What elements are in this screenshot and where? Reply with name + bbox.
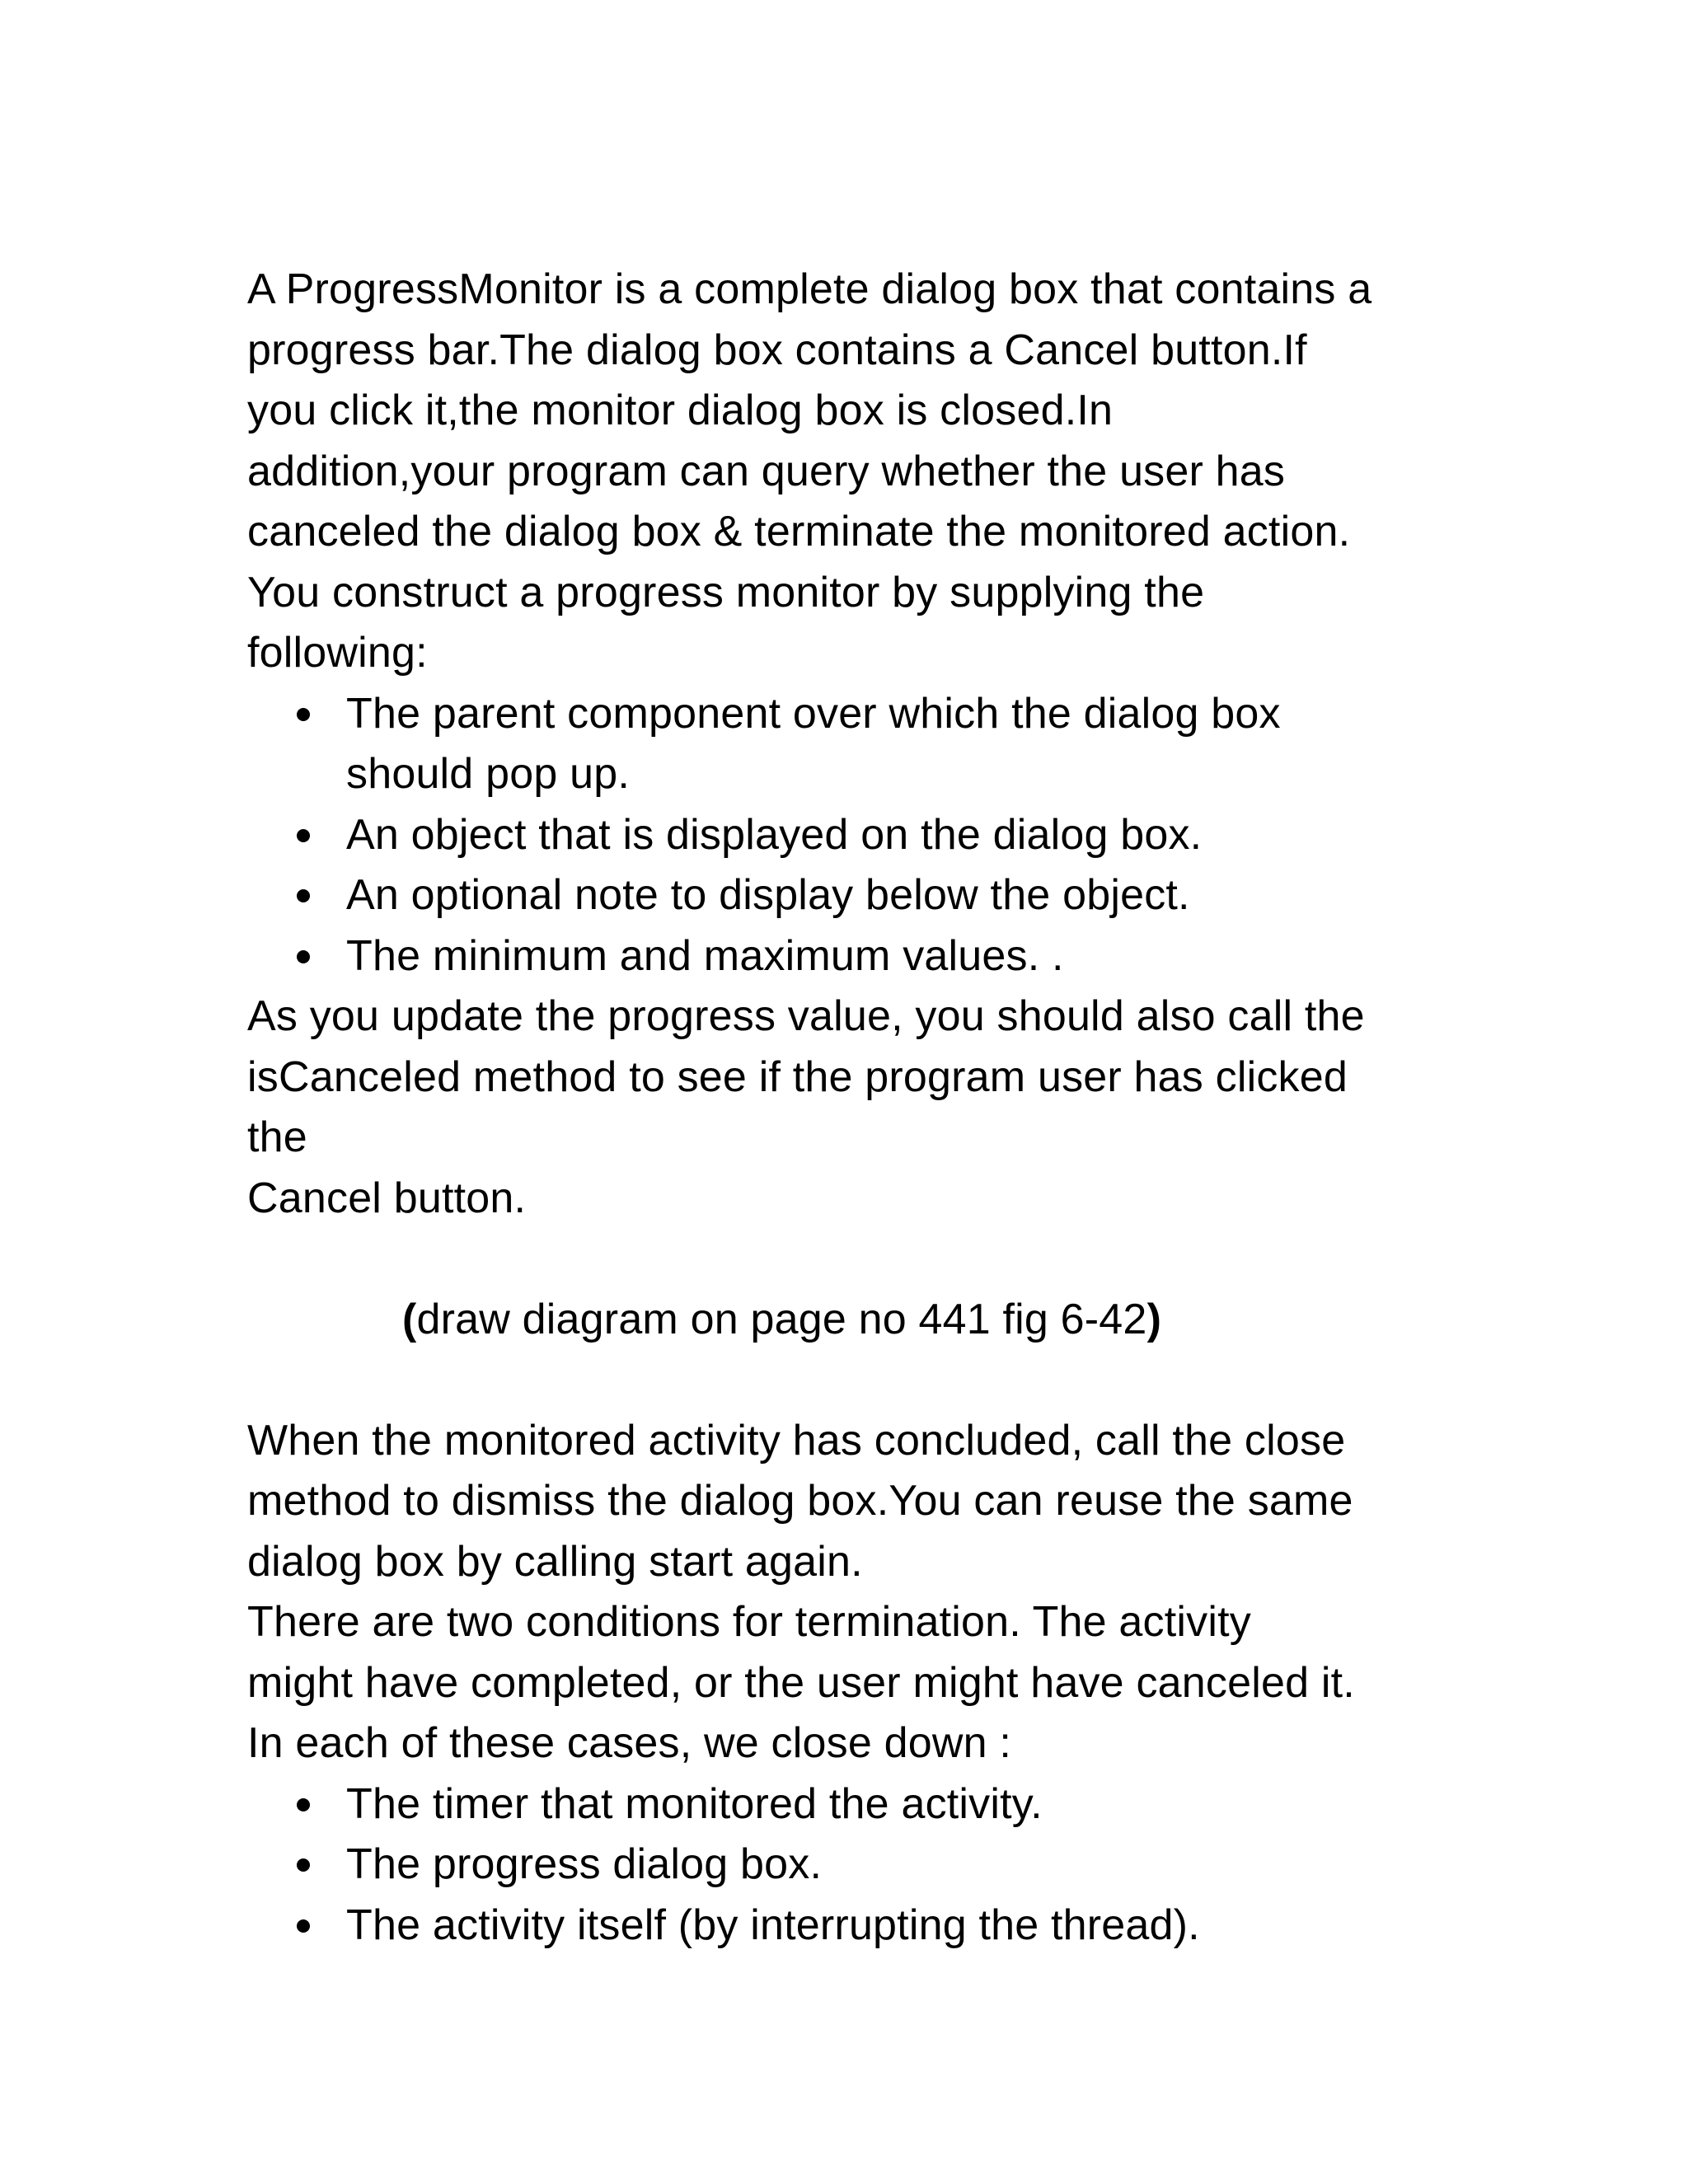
paragraph-intro [247, 260, 1451, 684]
text-line: following: [247, 629, 428, 677]
text-line: method to dismiss the dialog box.You can reuse the same [247, 1477, 1353, 1525]
constructor-args-list [247, 684, 1451, 987]
open-paren: ( [402, 1295, 417, 1343]
bullet-icon [297, 1858, 310, 1872]
close-paren: ) [1146, 1295, 1162, 1343]
text-line: When the monitored activity has concluded, call the close [247, 1416, 1346, 1465]
bullet-icon [297, 708, 310, 721]
document-body [247, 260, 1451, 1956]
text-line: dialog box by calling start again. [247, 1537, 863, 1586]
list-item-text: The parent component over which the dialog box [346, 689, 1281, 738]
list-item [247, 1774, 1451, 1835]
spacer [247, 1229, 1451, 1290]
bullet-icon [297, 829, 310, 842]
list-item [247, 805, 1451, 866]
list-item-text: The timer that monitored the activity. [346, 1779, 1043, 1828]
text-line: might have completed, or the user might have canceled it. [247, 1658, 1355, 1707]
paragraph-iscanceled [247, 987, 1451, 1229]
bullet-icon [297, 1798, 310, 1811]
spacer [247, 1350, 1451, 1411]
text-line: the [247, 1113, 307, 1161]
list-item [247, 1896, 1451, 1957]
text-line: In each of these cases, we close down : [247, 1719, 1011, 1767]
text-line: you click it,the monitor dialog box is closed.In [247, 387, 1114, 434]
text-line: addition,your program can query whether the user has [247, 447, 1286, 495]
text-line: As you update the progress value, you should also call the [247, 992, 1365, 1040]
list-item [247, 1835, 1451, 1896]
text-line: canceled the dialog box & terminate the monitored action. [247, 508, 1351, 555]
text-line: progress bar.The dialog box contains a Cancel button.If [247, 326, 1307, 374]
paragraph-termination [247, 1411, 1451, 1774]
bullet-icon [297, 1919, 310, 1933]
bullet-icon [297, 950, 310, 963]
list-item-text: The activity itself (by interrupting the thread). [346, 1900, 1200, 1949]
text-line: You construct a progress monitor by supplying the [247, 568, 1205, 616]
text-line: A ProgressMonitor is a complete dialog box that contains a [247, 265, 1372, 313]
list-item-text: An optional note to display below the object. [346, 871, 1190, 919]
diagram-note [247, 1290, 1451, 1351]
list-item-text: An object that is displayed on the dialog box. [346, 810, 1203, 859]
text-line: isCanceled method to see if the program user has clicked [247, 1052, 1348, 1101]
list-item [247, 926, 1451, 987]
list-item-text: The progress dialog box. [346, 1840, 823, 1888]
text-line: There are two conditions for termination. The activity [247, 1598, 1251, 1646]
bullet-icon [297, 889, 310, 902]
close-down-list [247, 1774, 1451, 1957]
list-item [247, 865, 1451, 926]
text-line: Cancel button. [247, 1174, 527, 1222]
list-item [247, 684, 1451, 805]
diagram-note-text: draw diagram on page no 441 fig 6-42 [416, 1295, 1147, 1343]
list-item-text: The minimum and maximum values. . [346, 931, 1064, 980]
list-item-text: should pop up. [346, 750, 630, 798]
